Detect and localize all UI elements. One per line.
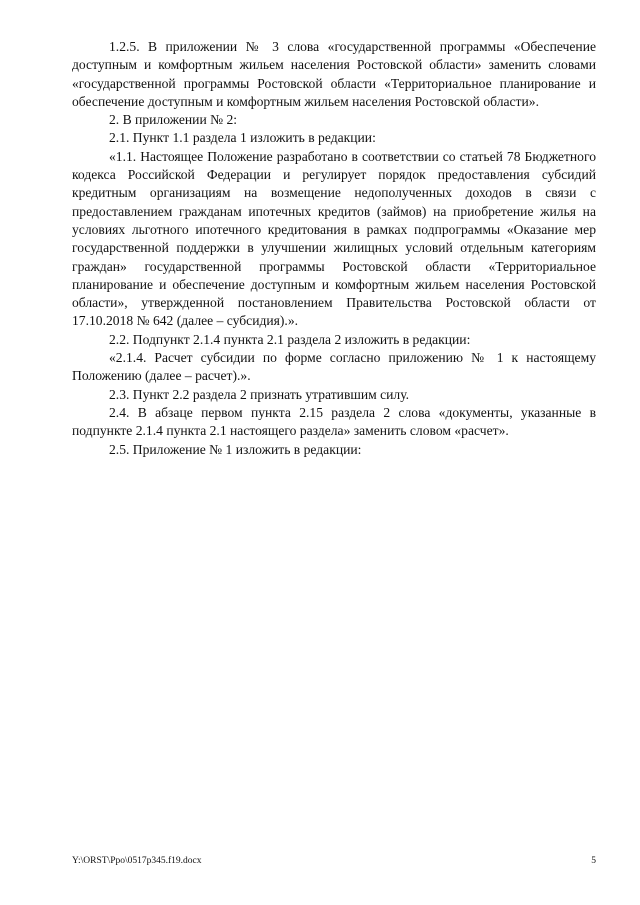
footer-page-number: 5: [591, 856, 596, 866]
paragraph-2-3: 2.3. Пункт 2.2 раздела 2 признать утратившим силу.: [109, 386, 410, 402]
paragraph-1-1-quote: «1.1. Настоящее Положение разработано в соответствии со статьей 78 Бюджетного кодекса Российской Федерации и регулирует порядок предоставления субсидий кредитным организациям на возмещение недополученных доходов в связи с предоставлением гражданам ипотечных кредитов (займов) на приобретение жилья на условиях льготного ипотечного кредитования в рамках подпрограммы «Оказание мер государственной поддержки в улучшении жилищных условий отдельным категориям граждан» государственной программы Ростовской области «Территориальное планирование и обеспечение доступным и комфортным жильем населения Ростовской области», утвержденной постановлением Правительства Ростовской области от 17.10.2018 № 642 (далее – субсидия).».: [72, 148, 596, 329]
document-page: [72, 38, 596, 459]
paragraph-2-2: 2.2. Подпункт 2.1.4 пункта 2.1 раздела 2 изложить в редакции:: [109, 331, 471, 347]
footer-file-path: Y:\ORST\Ppo\0517p345.f19.docx: [72, 856, 202, 866]
paragraph-2: 2. В приложении № 2:: [109, 112, 238, 128]
paragraph-2-4: 2.4. В абзаце первом пункта 2.15 раздела 2 слова «документы, указанные в подпункте 2.1.4 пункта 2.1 настоящего раздела» заменить словом «расчет».: [72, 404, 596, 439]
paragraph-2-1-4-quote: «2.1.4. Расчет субсидии по форме согласно приложению № 1 к настоящему Положению (далее – расчет).».: [72, 350, 596, 384]
paragraph-2-1: 2.1. Пункт 1.1 раздела 1 изложить в редакции:: [109, 130, 376, 146]
paragraph-1-2-5: 1.2.5. В приложении № 3 слова «государственной программы «Обеспечение доступным и комфортным жильем населения Ростовской области» заменить словами «государственной программы Ростовской области «Территориальное планирование и обеспечение доступным и комфортным жильем населения Ростовской области».: [72, 39, 596, 109]
paragraph-2-5: 2.5. Приложение № 1 изложить в редакции:: [109, 441, 362, 457]
